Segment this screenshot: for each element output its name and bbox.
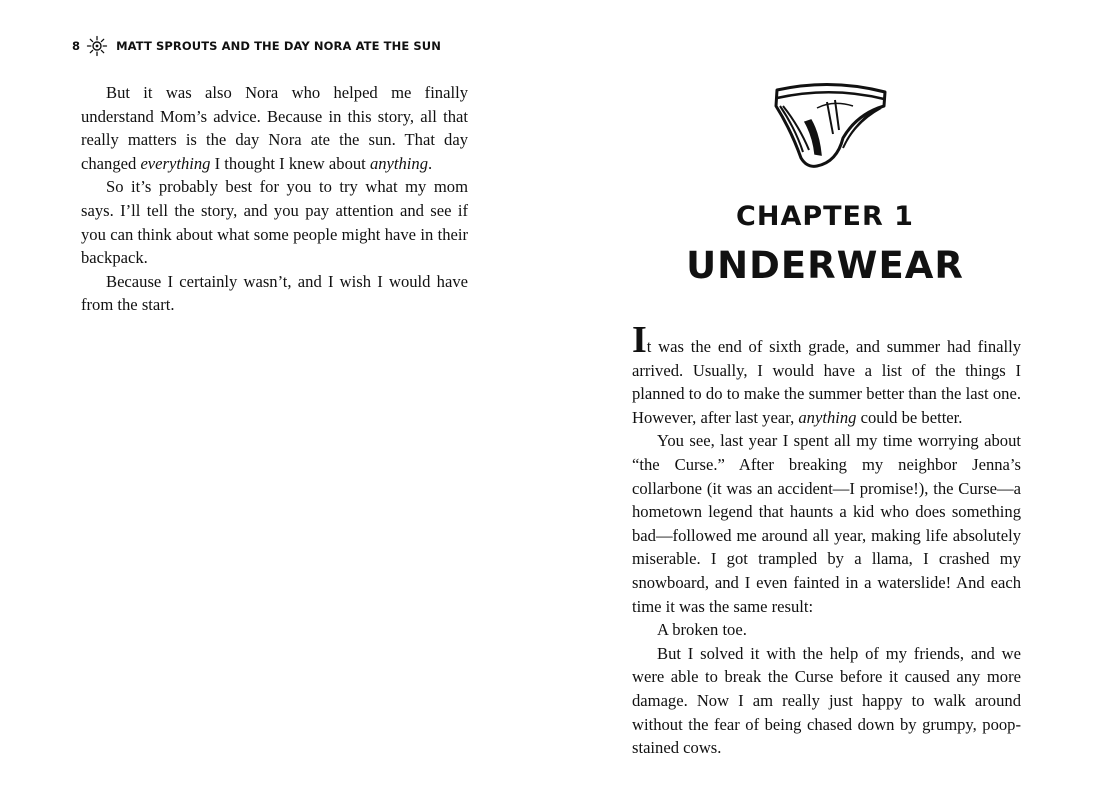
paragraph: You see, last year I spent all my time worrying about “the Curse.” After breaking my neighbor Jenna’s collarbone (it was an accident—I promise!), the Curse—a hometown legend that haunts a kid who does something bad—followed me around all year, making life absolutely miserable. I got trampled by a llama, I crashed my snowboard, and I even fainted in a waterslide! And each time it was the same result: <box>632 431 1021 616</box>
paragraph: It was the end of sixth grade, and summer had finally arrived. Usually, I would have a list of the things I planned to do to make the summer better than the last one. However, after last year, anything could be better. <box>632 319 1021 427</box>
chapter-title: UNDERWEAR <box>686 244 964 287</box>
right-page-body <box>632 319 1021 760</box>
running-head <box>72 35 441 57</box>
running-head-title: MATT SPROUTS AND THE DAY NORA ATE THE SUN <box>116 39 441 53</box>
page-number: 8 <box>72 39 81 53</box>
sun-icon <box>86 35 108 57</box>
chapter-number: CHAPTER 1 <box>736 201 914 232</box>
paragraph: But it was also Nora who helped me finally understand Mom’s advice. Because in this story, all that really matters is the day Nora ate the sun. That day changed everything I thought I knew about anything. <box>81 83 468 173</box>
left-page-body <box>81 81 468 317</box>
paragraph: But I solved it with the help of my friends, and we were able to break the Curse before it caused any more damage. Now I am really just happy to walk around without the fear of being chased down by grumpy, poop-stained cows. <box>632 643 1021 758</box>
paragraph: A broken toe. <box>657 620 747 640</box>
drop-cap: I <box>632 319 647 361</box>
right-page <box>550 0 1100 800</box>
paragraph: So it’s probably best for you to try what my mom says. I’ll tell the story, and you pay attention and see if you can think about what some people might have in their backpack. <box>81 177 468 268</box>
paragraph: Because I certainly wasn’t, and I wish I would have from the start. <box>81 271 468 315</box>
underwear-icon <box>773 76 889 172</box>
